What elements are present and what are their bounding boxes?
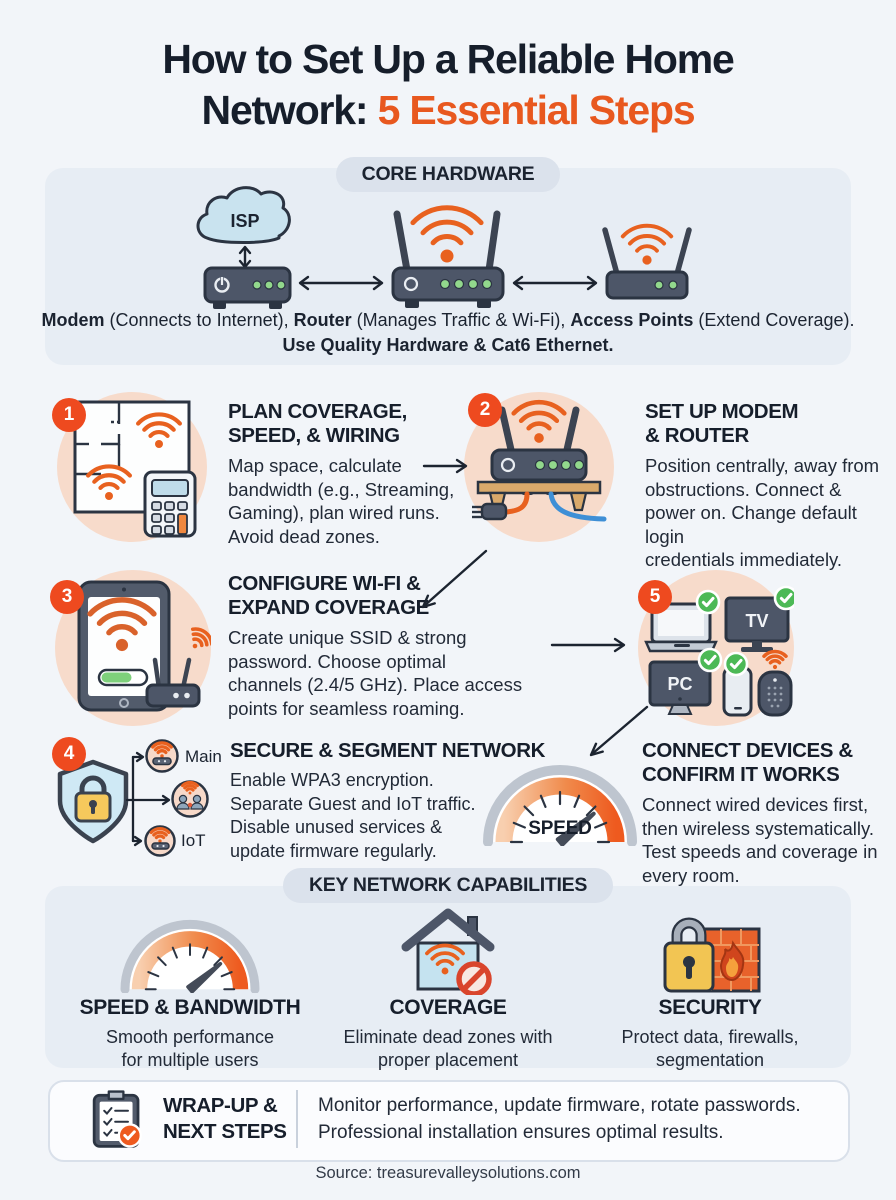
page-title xyxy=(0,34,896,136)
router-icon xyxy=(393,208,503,308)
step5-title: CONNECT DEVICES & CONFIRM IT WORKS xyxy=(642,739,853,786)
step4-description: Enable WPA3 encryption. Separate Guest and IoT traffic. Disable unused services & update firmware regularly. xyxy=(230,770,476,861)
isp-cloud-icon xyxy=(198,188,289,243)
step3-number-badge: 3 xyxy=(50,580,84,614)
page-title-line2: Network: 5 Essential Steps xyxy=(201,87,695,133)
check-icon xyxy=(697,591,719,613)
shield-lock-icon xyxy=(60,762,126,841)
page-title-line1: How to Set Up a Reliable Home xyxy=(162,36,734,82)
step5-text xyxy=(642,739,878,887)
modem-router-arrow xyxy=(300,277,382,289)
step1-description: Map space, calculate bandwidth (e.g., Streaming, Gaming), plan wired runs. Avoid dead zones. xyxy=(228,455,455,547)
clipboard-icon xyxy=(85,1086,149,1152)
check-icon xyxy=(699,649,721,671)
core-hardware-badge: CORE HARDWARE xyxy=(336,157,561,192)
pc-icon xyxy=(650,662,710,714)
step3-description: Create unique SSID & strong password. Choose optimal channels (2.4/5 GHz). Place access points for seamless roaming. xyxy=(228,627,523,719)
iot-network-label: IoT xyxy=(181,831,206,850)
core-hardware-badge-wrap xyxy=(0,157,896,192)
check-icon xyxy=(725,653,747,675)
capability-security-title: SECURITY xyxy=(658,996,762,1019)
source-credit: Source: treasurevalleysolutions.com xyxy=(315,1164,581,1182)
step3-title: CONFIGURE WI-FI & EXPAND COVERAGE xyxy=(228,572,429,619)
wrapup-body: Monitor performance, update firmware, rotate passwords. Professional installation ensures optimal results. xyxy=(318,1095,801,1143)
core-caption-line1: Modem (Connects to Internet), Router (Manages Traffic & Wi-Fi), Access Points (Extend Coverage). xyxy=(41,310,855,330)
step2-text xyxy=(645,400,896,572)
power-plug-icon xyxy=(472,504,506,519)
access-point-icon xyxy=(605,226,689,298)
step2-title: SET UP MODEM & ROUTER xyxy=(645,400,799,447)
page-title-accent: 5 Essential Steps xyxy=(377,87,695,133)
step1-title: PLAN COVERAGE, SPEED, & WIRING xyxy=(228,400,407,447)
capability-speed-title: SPEED & BANDWIDTH xyxy=(79,996,301,1019)
capability-coverage-title: COVERAGE xyxy=(389,996,507,1019)
router-ap-arrow xyxy=(514,277,596,289)
main-network-icon xyxy=(147,741,178,772)
guest-network-icon xyxy=(173,782,208,817)
security-firewall-icon xyxy=(655,905,767,995)
step3-text xyxy=(228,572,522,720)
isp-modem-arrow xyxy=(240,247,250,267)
step1-text xyxy=(228,400,454,548)
wrapup-title: WRAP-UP & NEXT STEPS xyxy=(163,1094,287,1143)
coverage-house-icon xyxy=(398,903,498,995)
capabilities-badge: KEY NETWORK CAPABILITIES xyxy=(283,868,613,903)
speed-bandwidth-icon xyxy=(116,908,264,993)
modem-icon xyxy=(205,268,290,309)
capability-speed-desc: Smooth performance for multiple users xyxy=(105,1027,275,1070)
step4-number-badge: 4 xyxy=(52,737,86,771)
iot-network-icon xyxy=(146,827,175,856)
step2-number-badge: 2 xyxy=(468,393,502,427)
step4-title: SECURE & SEGMENT NETWORK xyxy=(230,739,545,762)
step5-number-badge: 5 xyxy=(638,580,672,614)
calculator-icon xyxy=(145,472,195,536)
step1-number-badge: 1 xyxy=(52,398,86,432)
step2-description: Position centrally, away from obstructions. Connect & power on. Change default login credentials immediately. xyxy=(645,455,880,570)
no-entry-icon xyxy=(459,964,489,994)
capability-security-desc: Protect data, firewalls, segmentation xyxy=(621,1027,799,1070)
wrapup-divider xyxy=(296,1090,298,1148)
smart-speaker-icon xyxy=(759,651,791,715)
pc-label: PC xyxy=(667,674,693,694)
core-caption-line2: Use Quality Hardware & Cat6 Ethernet. xyxy=(282,335,614,355)
speed-gauge-label: SPEED xyxy=(528,818,592,839)
padlock-icon xyxy=(665,923,713,991)
main-network-label: Main xyxy=(185,747,222,766)
check-icon xyxy=(775,587,794,609)
tv-label: TV xyxy=(745,611,769,631)
step5-description: Connect wired devices first, then wireless systematically. Test speeds and coverage in every room. xyxy=(642,794,878,886)
isp-label: ISP xyxy=(230,211,260,231)
capability-coverage-desc: Eliminate dead zones with proper placement xyxy=(343,1027,553,1070)
capabilities-badge-wrap xyxy=(0,868,896,903)
